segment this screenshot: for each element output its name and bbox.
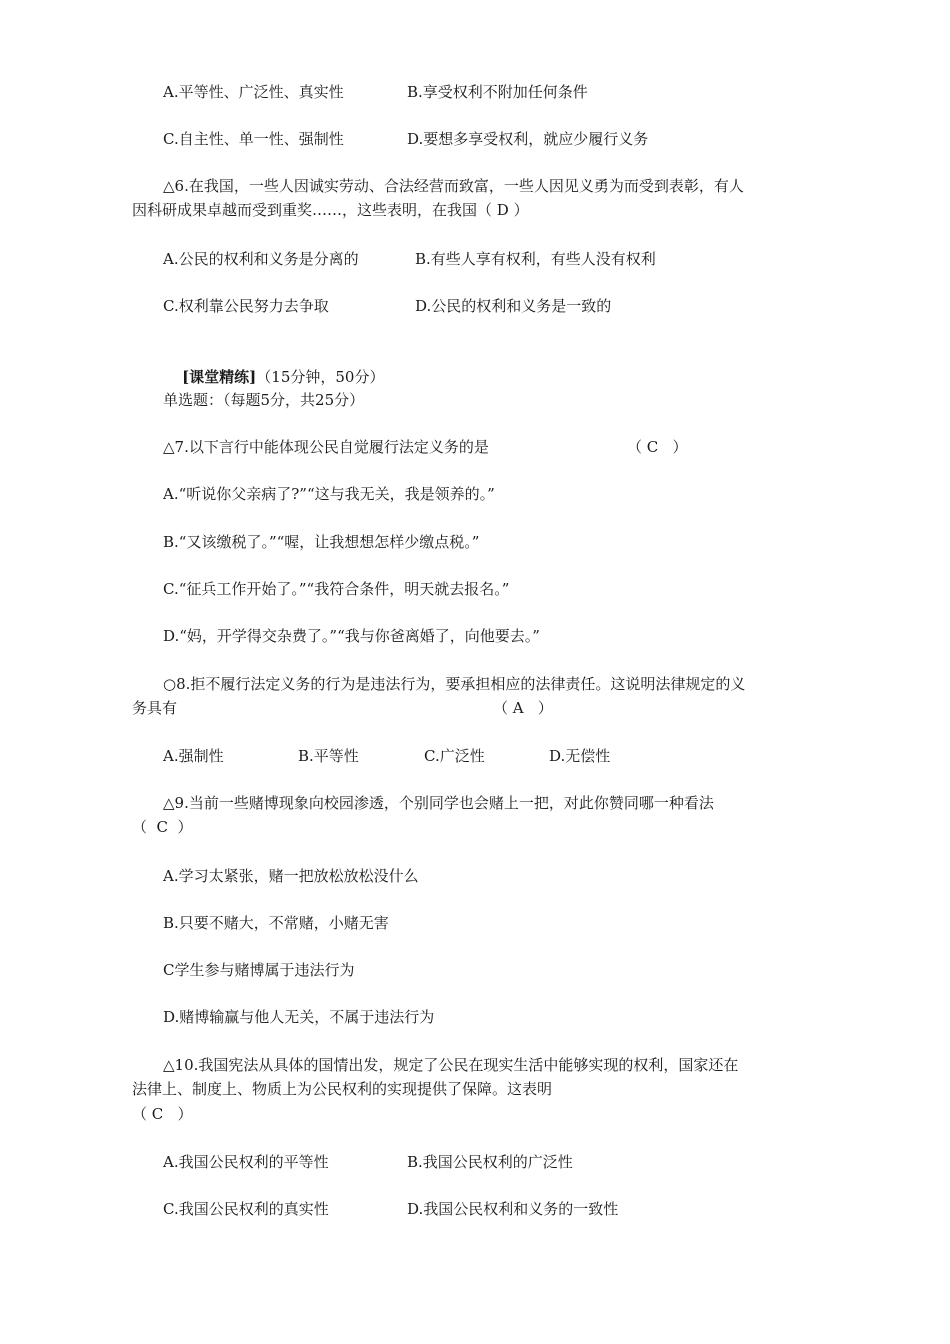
q9-option-a: A.学习太紧张，赌一把放松放松没什么 — [163, 867, 419, 885]
q10-option-c: C.我国公民权利的真实性 — [163, 1200, 329, 1218]
q10-answer: （ C ） — [132, 1105, 193, 1123]
q7-option-a: A.“听说你父亲病了?”“这与我无关，我是领养的。” — [163, 485, 495, 503]
q6-option-c: C.权利靠公民努力去争取 — [163, 297, 329, 315]
q10-stem-line2: 法律上、制度上、物质上为公民权利的实现提供了保障。这表明 — [132, 1080, 553, 1098]
q8-stem-line2: 务具有 — [132, 699, 178, 717]
q10-option-a: A.我国公民权利的平等性 — [163, 1153, 329, 1171]
q9-option-c: C学生参与赌博属于违法行为 — [163, 961, 355, 979]
q7-option-c: C.“征兵工作开始了。”“我符合条件，明天就去报名。” — [163, 580, 510, 598]
q7-option-b: B.“又该缴税了。”“喔，让我想想怎样少缴点税。” — [163, 533, 480, 551]
section-time: （15分钟，50分） — [256, 368, 385, 386]
section-title: [课堂精练] — [182, 368, 257, 386]
q8-option-a: A.强制性 — [163, 747, 224, 765]
q5-option-a: A.平等性、广泛性、真实性 — [163, 83, 344, 101]
q9-option-d: D.赌博输赢与他人无关，不属于违法行为 — [163, 1008, 435, 1026]
q5-option-d: D.要想多享受权利，就应少履行义务 — [407, 130, 649, 148]
q8-option-b: B.平等性 — [298, 747, 359, 765]
q6-option-d: D.公民的权利和义务是一致的 — [415, 297, 612, 315]
q7-answer: （ C ） — [627, 438, 688, 456]
q6-option-a: A.公民的权利和义务是分离的 — [163, 250, 359, 268]
q9-option-b: B.只要不赌大，不常赌，小赌无害 — [163, 914, 389, 932]
q7-option-d: D.“妈，开学得交杂费了。”“我与你爸离婚了，向他要去。” — [163, 627, 540, 645]
q6-stem-line1: △6.在我国，一些人因诚实劳动、合法经营而致富，一些人因见义勇为而受到表彰，有人 — [163, 177, 744, 195]
q8-stem-line1: ○8.拒不履行法定义务的行为是违法行为，要承担相应的法律责任。这说明法律规定的义 — [163, 675, 746, 693]
q8-answer: （ A ） — [493, 699, 553, 717]
q7-stem: △7.以下言行中能体现公民自觉履行法定义务的是 — [163, 438, 489, 456]
q5-option-b: B.享受权利不附加任何条件 — [407, 83, 588, 101]
section-subtitle: 单选题：（每题5分，共25分） — [163, 391, 365, 409]
q6-stem-line2: 因科研成果卓越而受到重奖……，这些表明，在我国（ D ） — [132, 201, 529, 219]
q6-option-b: B.有些人享有权利，有些人没有权利 — [415, 250, 656, 268]
q8-option-c: C.广泛性 — [424, 747, 485, 765]
q5-option-c: C.自主性、单一性、强制性 — [163, 130, 344, 148]
q10-option-d: D.我国公民权利和义务的一致性 — [407, 1200, 619, 1218]
q9-stem-line1: △9.当前一些赌博现象向校园渗透，个别同学也会赌上一把，对此你赞同哪一种看法 — [163, 794, 714, 812]
q9-answer: （ C ） — [132, 818, 193, 836]
q10-stem-line1: △10.我国宪法从具体的国情出发，规定了公民在现实生活中能够实现的权利，国家还在 — [163, 1056, 739, 1074]
q10-option-b: B.我国公民权利的广泛性 — [407, 1153, 573, 1171]
q8-option-d: D.无偿性 — [549, 747, 611, 765]
